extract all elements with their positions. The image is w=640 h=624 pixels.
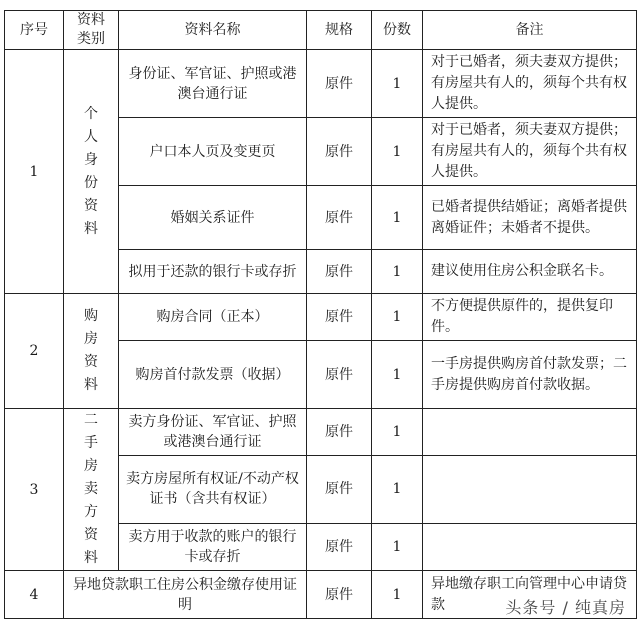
doc-notes: 建议使用住房公积金联名卡。: [423, 250, 637, 294]
doc-copies: 1: [372, 118, 423, 186]
doc-spec: 原件: [307, 409, 372, 456]
doc-spec: 原件: [307, 50, 372, 118]
doc-notes: [423, 409, 637, 456]
required-documents-table: [4, 10, 637, 619]
header-name: 资料名称: [119, 11, 307, 50]
doc-notes: 不方便提供原件的，提供复印件。: [423, 294, 637, 341]
group-seq: 3: [5, 409, 64, 571]
table-row: [5, 50, 637, 118]
doc-spec: 原件: [307, 118, 372, 186]
doc-name: 卖方房屋所有权证/不动产权证书（含共有权证）: [119, 456, 307, 524]
doc-spec: 原件: [307, 456, 372, 524]
header-category: 资料类别: [64, 11, 119, 50]
group-seq: 4: [5, 571, 64, 619]
doc-copies: 1: [372, 409, 423, 456]
doc-name: 异地贷款职工住房公积金缴存使用证明: [64, 571, 307, 619]
header-row: [5, 11, 637, 50]
doc-copies: 1: [372, 456, 423, 524]
watermark: 头条号 / 纯真房: [505, 598, 626, 617]
doc-copies: 1: [372, 341, 423, 409]
doc-spec: 原件: [307, 571, 372, 619]
doc-name: 身份证、军官证、护照或港澳台通行证: [119, 50, 307, 118]
doc-notes: 一手房提供购房首付款发票；二手房提供购房首付款收据。: [423, 341, 637, 409]
doc-copies: 1: [372, 250, 423, 294]
doc-copies: 1: [372, 571, 423, 619]
doc-copies: 1: [372, 50, 423, 118]
doc-name: 户口本人页及变更页: [119, 118, 307, 186]
doc-spec: 原件: [307, 186, 372, 250]
table-row: [5, 294, 637, 341]
doc-spec: 原件: [307, 250, 372, 294]
doc-name: 购房合同（正本）: [119, 294, 307, 341]
header-spec: 规格: [307, 11, 372, 50]
doc-name: 婚姻关系证件: [119, 186, 307, 250]
doc-name: 拟用于还款的银行卡或存折: [119, 250, 307, 294]
doc-spec: 原件: [307, 341, 372, 409]
doc-copies: 1: [372, 186, 423, 250]
doc-notes: 异地缴存职工向管理中心申请贷款: [423, 571, 637, 619]
group-category: 购房资料: [64, 294, 119, 409]
header-copies: 份数: [372, 11, 423, 50]
header-seq: 序号: [5, 11, 64, 50]
doc-spec: 原件: [307, 294, 372, 341]
doc-notes: 对于已婚者，须夫妻双方提供；有房屋共有人的，须每个共有权人提供。: [423, 118, 637, 186]
group-seq: 1: [5, 50, 64, 294]
doc-notes: [423, 456, 637, 524]
doc-copies: 1: [372, 294, 423, 341]
group-seq: 2: [5, 294, 64, 409]
doc-notes: 已婚者提供结婚证；离婚者提供离婚证件；未婚者不提供。: [423, 186, 637, 250]
doc-notes: [423, 523, 637, 570]
group-category: 二手房卖方资料: [64, 409, 119, 571]
doc-name: 卖方身份证、军官证、护照或港澳台通行证: [119, 409, 307, 456]
doc-name: 卖方用于收款的账户的银行卡或存折: [119, 523, 307, 570]
doc-notes: 对于已婚者，须夫妻双方提供；有房屋共有人的，须每个共有权人提供。: [423, 50, 637, 118]
header-notes: 备注: [423, 11, 637, 50]
doc-copies: 1: [372, 523, 423, 570]
table-row: [5, 409, 637, 456]
doc-name: 购房首付款发票（收据）: [119, 341, 307, 409]
doc-spec: 原件: [307, 523, 372, 570]
group-category: 个人身份资料: [64, 50, 119, 294]
